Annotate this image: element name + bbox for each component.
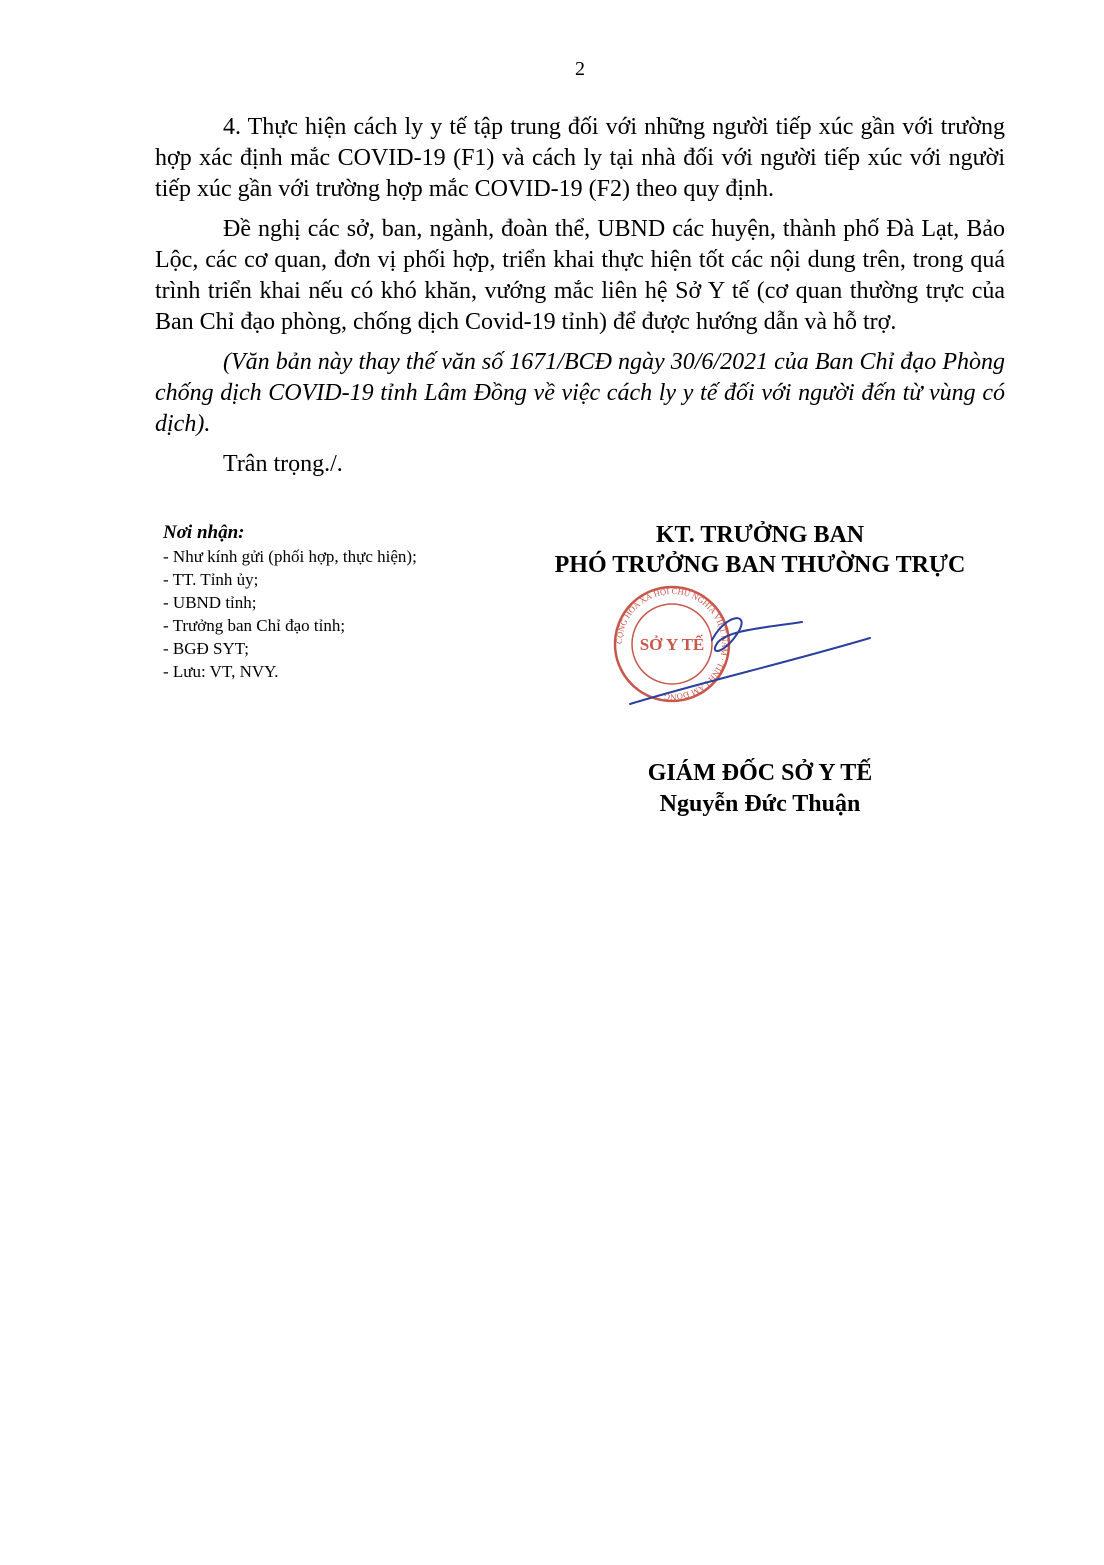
paragraph-request: Đề nghị các sở, ban, ngành, đoàn thể, UBND các huyện, thành phố Đà Lạt, Bảo Lộc, các cơ quan, đơn vị phối hợp, triển khai thực hiện tốt các nội dung trên, trong quá trình triển khai nếu có khó khăn, vướng mắc liên hệ Sở Y tế (cơ quan thường trực của Ban Chỉ đạo phòng, chống dịch Covid-19 tỉnh) để được hướng dẫn và hỗ trợ.	[155, 216, 1005, 335]
paragraph-quarantine-rule: 4. Thực hiện cách ly y tế tập trung đối với những người tiếp xúc gần với trường hợp xác định mắc COVID-19 (F1) và cách ly tại nhà đối với người tiếp xúc với người tiếp xúc gần với trường hợp mắc COVID-19 (F2) theo quy định.	[155, 114, 1005, 202]
recipients-title: Nơi nhận:	[163, 522, 245, 543]
recipient-item: - Lưu: VT, NVY.	[163, 662, 279, 681]
recipients-block	[163, 520, 503, 683]
document-body	[155, 112, 1005, 489]
recipient-item: - BGĐ SYT;	[163, 639, 249, 658]
stamp-ring-text: CỘNG HÒA XÃ HỘI CHỦ NGHĨA VIỆT NAM · TỈNH LÂM ĐỒNG	[613, 585, 731, 703]
signer-name: Nguyễn Đức Thuận	[659, 791, 861, 817]
page-number: 2	[575, 58, 585, 80]
stamp-center-text: SỞ Y TẾ	[639, 635, 705, 654]
stamp-seal	[614, 586, 730, 702]
signer-title: GIÁM ĐỐC SỞ Y TẾ	[647, 760, 873, 786]
signer-block	[520, 758, 1000, 820]
recipients-list	[163, 545, 503, 683]
official-stamp-and-signature	[612, 582, 877, 712]
handwritten-signature	[630, 618, 870, 704]
recipient-item: - Như kính gửi (phối hợp, thực hiện);	[163, 547, 417, 566]
paragraph-replacement-note: (Văn bản này thay thế văn số 1671/BCĐ ngày 30/6/2021 của Ban Chỉ đạo Phòng chống dịch COVID-19 tỉnh Lâm Đồng về việc cách ly y tế đối với người đến từ vùng có dịch).	[155, 349, 1005, 437]
signature-heading	[520, 520, 1000, 580]
signature-line-1: KT. TRƯỞNG BAN	[655, 522, 865, 548]
recipient-item: - UBND tỉnh;	[163, 593, 257, 612]
signature-line-2: PHÓ TRƯỞNG BAN THƯỜNG TRỰC	[554, 552, 966, 578]
recipient-item: - Trưởng ban Chỉ đạo tỉnh;	[163, 616, 346, 635]
paragraph-closing: Trân trọng./.	[223, 451, 343, 477]
recipient-item: - TT. Tỉnh ủy;	[163, 570, 259, 589]
